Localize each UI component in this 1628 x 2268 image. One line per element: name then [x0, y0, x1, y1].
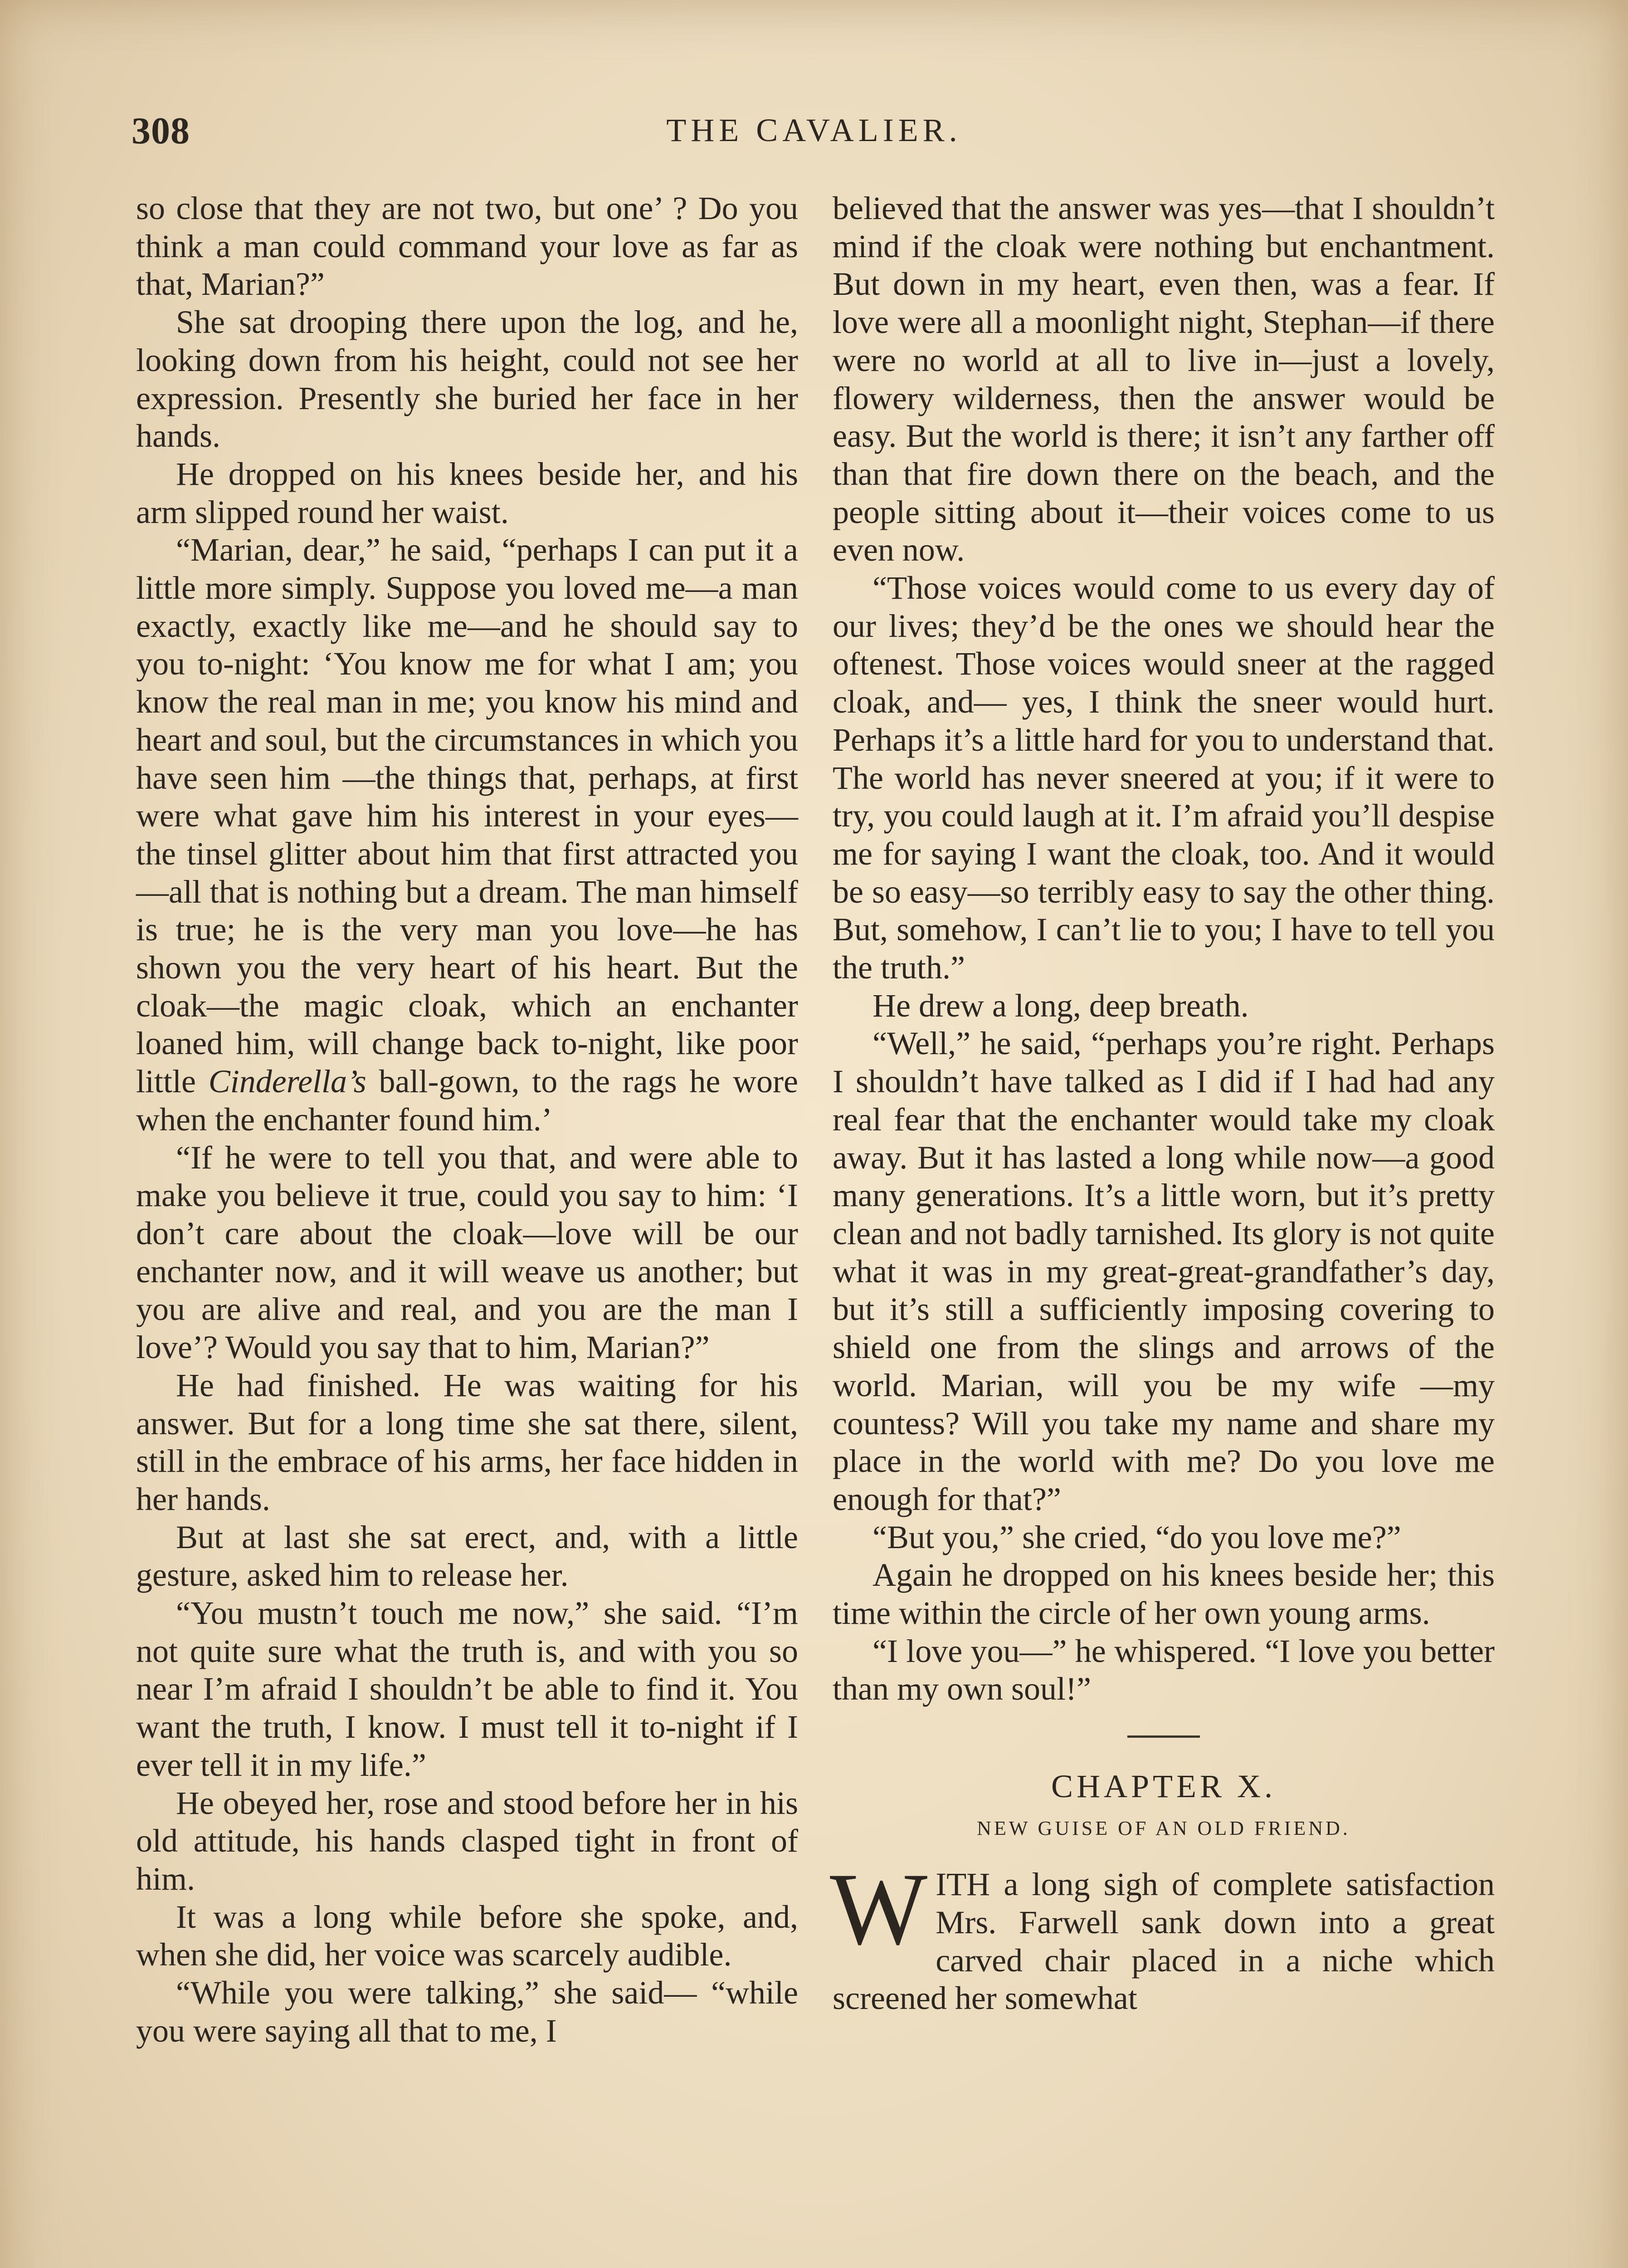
paragraph: so close that they are not two, but one’ ? Do you think a man could command your love as far as that, Marian?” — [136, 190, 798, 303]
left-column — [136, 190, 798, 2050]
paragraph: “You mustn’t touch me now,” she said. “I’m not quite sure what the truth is, and with you so near I’m afraid I shouldn’t be able to find it. You want the truth, I know. I must tell it to-night if I ever tell it in my life.” — [136, 1595, 798, 1783]
paragraph: He drew a long, deep breath. — [872, 987, 1249, 1024]
paragraph: “If he were to tell you that, and were able to make you believe it true, could you say to him: ‘I don’t care about the cloak—love will be our enchanter now, and it will weave us another; but you are alive and real, and you are the man I love’? Would you say that to him, Marian?” — [136, 1139, 798, 1366]
paragraph: “Those voices would come to us every day of our lives; they’d be the ones we should hear the oftenest. Those voices would sneer at the ragged cloak, and— yes, I think the sneer would hurt. Perhaps it’s a little hard for you to understand that. The world has never sneered at you; if it were to try, you could laugh at it. I’m afraid you’ll despise me for saying I want the cloak, too. And it would be so easy—so terribly easy to say the other thing. But, somehow, I can’t lie to you; I have to tell you the truth.” — [833, 570, 1495, 986]
paragraph: But at last she sat erect, and, with a little gesture, asked him to release her. — [136, 1519, 798, 1593]
chapter-opening-text: ITH a long sigh of complete satisfaction Mrs. Farwell sank down into a great carved chair placed in a niche which screened her somewhat — [833, 1866, 1495, 2017]
paragraph-text-tail: ball-gown, to the rags he wore when the enchanter found him.’ — [136, 1063, 798, 1138]
paragraph-cloak-speech — [136, 531, 798, 1139]
chapter-heading: CHAPTER X. — [1051, 1768, 1277, 1805]
drop-cap: W — [830, 1852, 928, 1967]
paragraph: He had finished. He was waiting for his answer. But for a long time she sat there, silent, still in the embrace of his arms, her face hidden in her hands. — [136, 1367, 798, 1517]
page-header — [132, 109, 1496, 163]
right-column — [830, 190, 1495, 2018]
paragraph: “While you were talking,” she said— “while you were saying all that to me, I — [136, 1975, 798, 2049]
paragraph: He obeyed her, rose and stood before her in his old attitude, his hands clasped tight in front of him. — [136, 1784, 798, 1897]
paragraph: Again he dropped on his knees beside her; this time within the circle of her own young arms. — [833, 1557, 1495, 1632]
paragraph: “But you,” she cried, “do you love me?” — [872, 1519, 1401, 1555]
page-number: 308 — [132, 110, 190, 152]
paragraph: “Well,” he said, “perhaps you’re right. Perhaps I shouldn’t have talked as I did if I had had any real fear that the enchanter would take my cloak away. But it has lasted a long while now—a good many generations. It’s a little worn, but it’s pretty clean and not badly tarnished. Its glory is not quite what it was in my great-great-grandfather’s day, but it’s still a sufficiently imposing covering to shield one from the slings and arrows of the world. Marian, will you be my wife —my countess? Will you take my name and share my place in the world with me? Do you love me enough for that?” — [833, 1025, 1495, 1517]
paragraph: She sat drooping there upon the log, and he, looking down from his height, could not see her expression. Presently she buried her face in her hands. — [136, 304, 798, 455]
paragraph: believed that the answer was yes—that I shouldn’t mind if the cloak were nothing but enchantment. But down in my heart, even then, was a fear. If love were all a moonlight night, Stephan—if there were no world at all to live in—just a lovely, flowery wilderness, then the answer would be easy. But the world is there; it isn’t any farther off than that fire down there on the beach, and the people sitting about it—their voices come to us even now. — [833, 190, 1495, 568]
paragraph: It was a long while before she spoke, and, when she did, her voice was scarcely audible. — [136, 1898, 798, 1973]
running-title: THE CAVALIER. — [666, 112, 962, 148]
paragraph: He dropped on his knees beside her, and his arm slipped round her waist. — [136, 455, 798, 530]
paragraph-text: “Marian, dear,” he said, “perhaps I can put it a little more simply. Suppose you loved me—a man exactly, exactly like me—and he should say to you to-night: ‘You know me for what I am; you know the real man in me; you know his mind and heart and soul, but the circumstances in which you have seen him —the things that, perhaps, at first were what gave him his interest in your eyes— the tinsel glitter about him that first attracted you—all that is nothing but a dream. The man himself is true; he is the very man you love—he has shown you the very heart of his heart. But the cloak—the magic cloak, which an enchanter loaned him, will change back to-night, like poor little — [136, 532, 798, 1100]
cinderella-italic: Cinderella’s — [208, 1063, 366, 1100]
chapter-opening-paragraph — [830, 1852, 1495, 2018]
section-divider — [1127, 1735, 1200, 1738]
chapter-subtitle: NEW GUISE OF AN OLD FRIEND. — [977, 1817, 1350, 1840]
paragraph: “I love you—” he whispered. “I love you better than my own soul!” — [833, 1633, 1495, 1707]
